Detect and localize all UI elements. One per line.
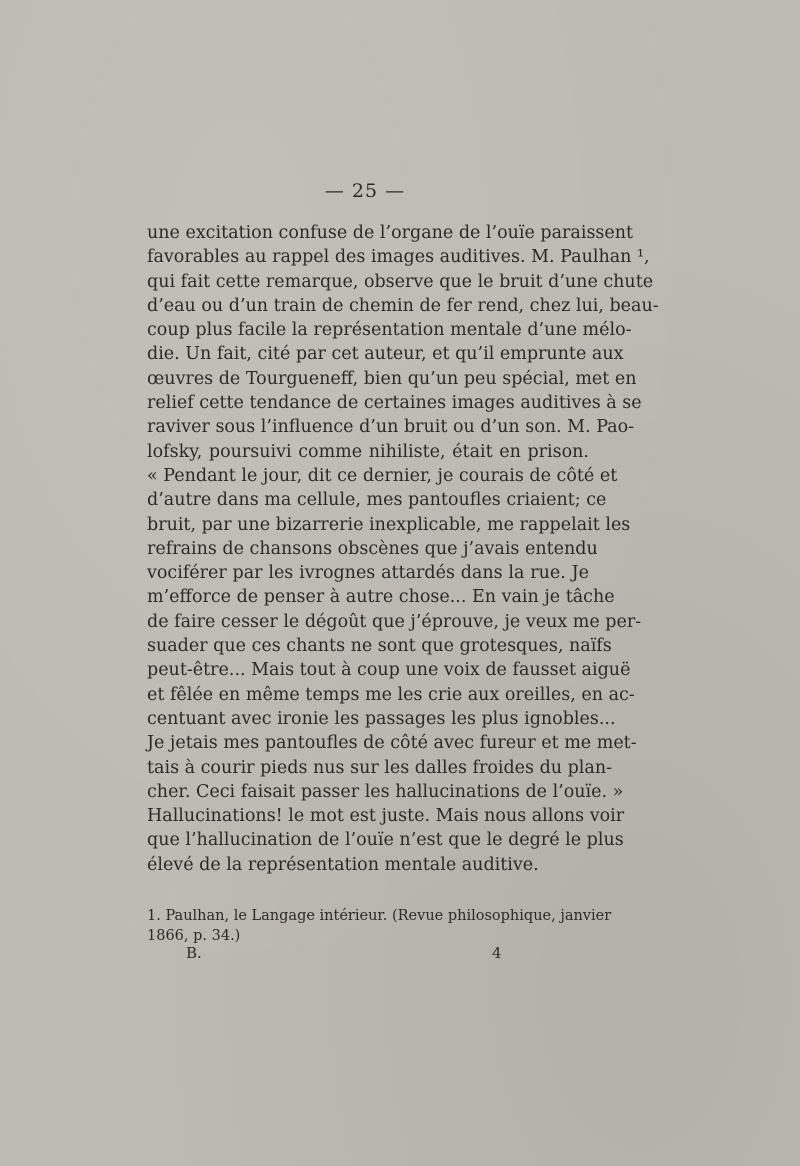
text-line: et fêlée en même temps me les crie aux oreilles, en ac- (147, 684, 635, 705)
text-line: centuant avec ironie les passages les plus ignobles... (147, 708, 616, 729)
text-line: de faire cesser le dégoût que j’éprouve, je veux me per- (147, 611, 642, 632)
text-line: bruit, par une bizarrerie inexplicable, me rappelait les (147, 514, 631, 535)
body-text (147, 221, 659, 877)
text-line: m’efforce de penser à autre chose... En vain je tâche (147, 587, 615, 608)
text-line: peut-être... Mais tout à coup une voix de fausset aiguë (147, 660, 631, 681)
footnote-line: 1866, p. 34.) (147, 928, 241, 944)
text-line: œuvres de Tourgueneff, bien qu’un peu spécial, met en (147, 368, 637, 389)
text-line: Hallucinations! le mot est juste. Mais nous allons voir (147, 806, 625, 827)
text-line: Je jetais mes pantoufles de côté avec fureur et me met- (147, 733, 637, 754)
text-line: d’eau ou d’un train de chemin de fer rend, chez lui, beau- (147, 295, 659, 316)
text-line: lofsky, poursuivi comme nihiliste, était en prison. (147, 441, 589, 462)
text-line: vociférer par les ivrognes attardés dans la rue. Je (147, 563, 589, 584)
text-line: qui fait cette remarque, observe que le bruit d’une chute (147, 271, 654, 292)
text-line: élevé de la représentation mentale auditive. (147, 854, 539, 875)
text-line: refrains de chansons obscènes que j’avais entendu (147, 538, 598, 559)
signature-letter: B. (186, 944, 202, 962)
text-line: tais à courir pieds nus sur les dalles froides du plan- (147, 757, 613, 778)
text-line: raviver sous l’influence d’un bruit ou d’un son. M. Pao- (147, 417, 635, 438)
page-number: — 25 — (324, 180, 406, 202)
text-line: coup plus facile la représentation mentale d’une mélo- (147, 320, 632, 341)
signature-number: 4 (492, 944, 502, 962)
text-line: cher. Ceci faisait passer les hallucinations de l’ouïe. » (147, 781, 624, 802)
text-line: suader que ces chants ne sont que grotesques, naïfs (147, 636, 612, 657)
text-line: d’autre dans ma cellule, mes pantoufles criaient; ce (147, 490, 607, 511)
text-line: « Pendant le jour, dit ce dernier, je courais de côté et (147, 465, 618, 486)
text-line: die. Un fait, cité par cet auteur, et qu’il emprunte aux (147, 344, 624, 365)
text-line: favorables au rappel des images auditives. M. Paulhan ¹, (147, 247, 650, 268)
footnote-line: 1. Paulhan, le Langage intérieur. (Revue philosophique, janvier (147, 908, 612, 924)
text-line: relief cette tendance de certaines images auditives à se (147, 393, 642, 414)
text-line: que l’hallucination de l’ouïe n’est que le degré le plus (147, 830, 624, 851)
footnote (147, 906, 612, 946)
text-line: une excitation confuse de l’organe de l’ouïe paraissent (147, 223, 634, 243)
